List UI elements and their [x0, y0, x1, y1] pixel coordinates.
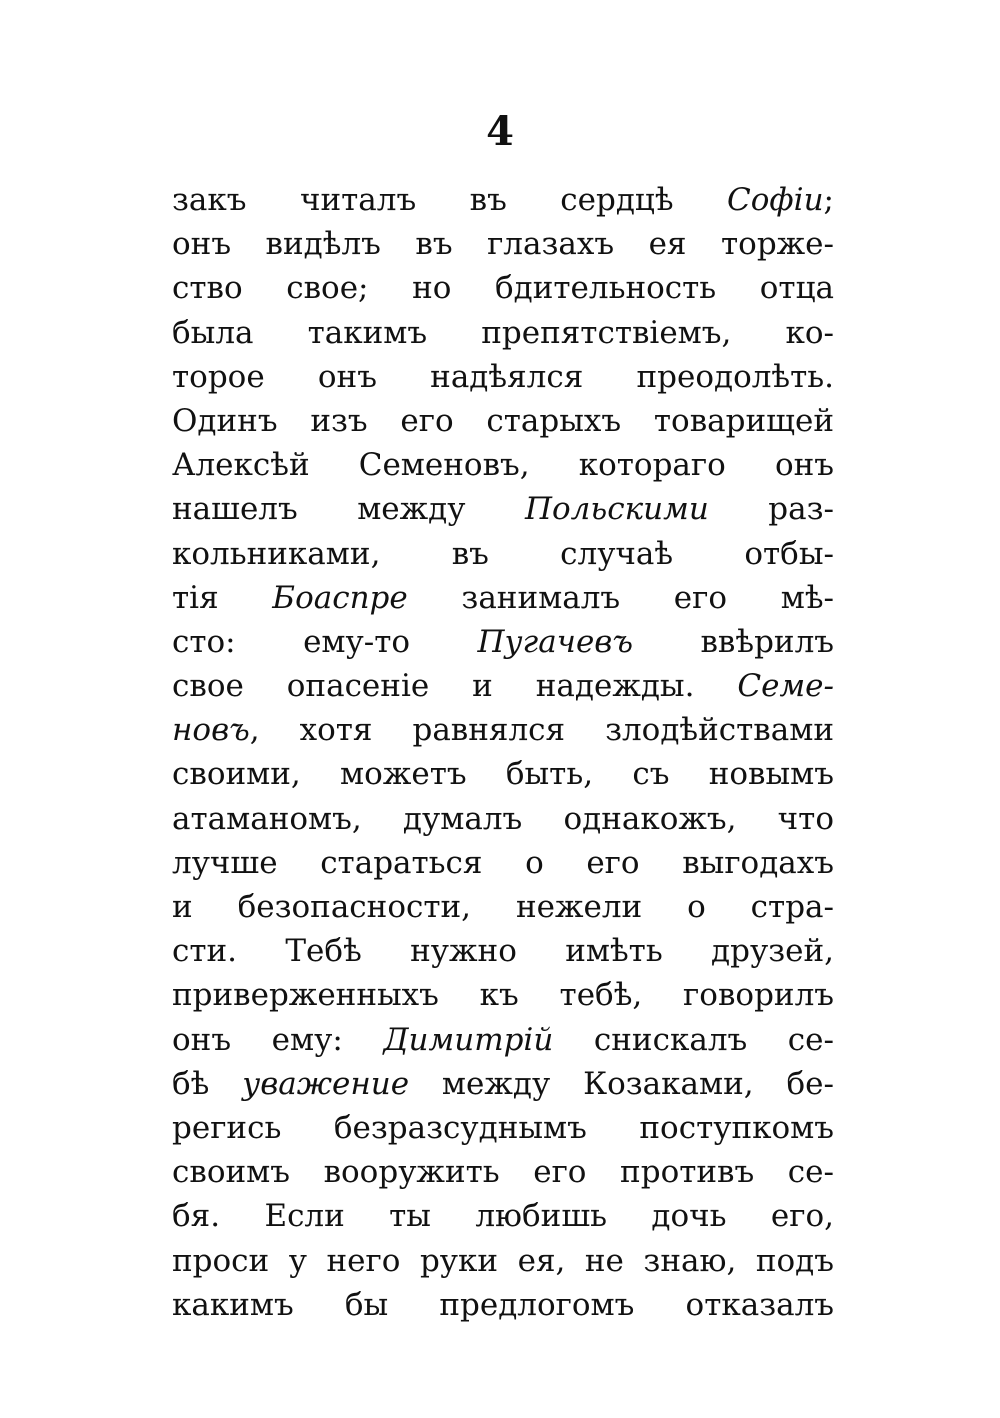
text-segment: своимъ вооружить его противъ се- [172, 1154, 834, 1191]
text-segment: атаманомъ, думалъ однакожъ, что [172, 800, 834, 837]
text-segment: бѣ [172, 1065, 243, 1102]
text-segment: нашелъ между [172, 491, 525, 528]
text-segment: свое опасеніе и надежды. [172, 668, 738, 705]
text-segment: ство свое; но бдительность отца [172, 270, 834, 307]
text-line [172, 311, 834, 355]
text-segment: Одинъ изъ его старыхъ товарищей [172, 402, 834, 439]
text-segment: лучше стараться о его выгодахъ [172, 844, 834, 881]
text-segment: Алексѣй Семеновъ, котораго онъ [172, 447, 834, 484]
text-line [172, 443, 834, 487]
text-line [172, 1018, 834, 1062]
text-line [172, 178, 834, 222]
text-segment: была такимъ препятствіемъ, ко- [172, 314, 834, 351]
text-line [172, 1194, 834, 1238]
text-segment: бя. Если ты любишь дочь его, [172, 1198, 834, 1235]
italic-name: Софіи [727, 182, 824, 218]
text-line [172, 885, 834, 929]
text-segment: занималъ его мѣ- [407, 579, 834, 616]
text-segment: ; [823, 182, 834, 218]
text-line [172, 1106, 834, 1150]
text-line [172, 929, 834, 973]
text-line [172, 1062, 834, 1106]
text-line [172, 399, 834, 443]
text-segment: онъ ему: [172, 1021, 384, 1058]
text-segment: онъ видѣлъ въ глазахъ ея торже- [172, 226, 834, 263]
text-segment: читалъ въ сердцѣ [246, 182, 728, 218]
text-segment: сто: ему-то [172, 623, 478, 660]
text-segment: тія [172, 579, 273, 616]
text-segment: , хотя равнялся злодѣйствами [249, 712, 834, 749]
italic-name: Пугачевъ [477, 623, 634, 660]
text-line [172, 1283, 834, 1327]
text-line [172, 576, 834, 620]
text-line [172, 664, 834, 708]
text-segment: какимъ бы предлогомъ отказалъ [172, 1286, 834, 1323]
italic-name: Боаспре [272, 579, 408, 616]
text-line [172, 752, 834, 796]
text-line [172, 487, 834, 531]
italic-name: уважение [242, 1065, 410, 1102]
text-segment: между Козаками, бе- [409, 1065, 834, 1102]
italic-name: новъ [172, 712, 250, 749]
text-line [172, 1150, 834, 1194]
italic-name: Димитрій [383, 1021, 554, 1058]
page-number: 4 [486, 108, 514, 155]
text-segment: снискалъ се- [553, 1021, 834, 1058]
italic-name: Семе- [737, 668, 834, 705]
text-line [172, 620, 834, 664]
text-segment: ввѣрилъ [633, 623, 834, 660]
text-line [172, 973, 834, 1017]
text-line [172, 1239, 834, 1283]
text-segment: приверженныхъ къ тебѣ, говорилъ [172, 977, 834, 1014]
text-segment: торое онъ надѣялся преодолѣть. [172, 358, 834, 395]
text-line [172, 841, 834, 885]
text-segment: сти. Тебѣ нужно имѣть друзей, [172, 933, 834, 970]
text-segment: своими, можетъ быть, съ новымъ [172, 756, 834, 793]
text-segment: раз- [708, 491, 834, 528]
text-segment: кольниками, въ случаѣ отбы- [172, 535, 834, 572]
body-text [172, 178, 834, 1327]
text-segment: закъ [172, 182, 247, 218]
text-line [172, 222, 834, 266]
text-segment: проси у него руки ея, не знаю, подъ [172, 1242, 834, 1279]
text-segment: и безопасности, нежели о стра- [172, 889, 834, 925]
text-segment: регись безразсуднымъ поступкомъ [172, 1109, 834, 1146]
italic-name: Польскими [524, 491, 709, 528]
text-line [172, 797, 834, 841]
text-line [172, 355, 834, 399]
text-line [172, 266, 834, 310]
text-line [172, 532, 834, 576]
text-line [172, 708, 834, 752]
